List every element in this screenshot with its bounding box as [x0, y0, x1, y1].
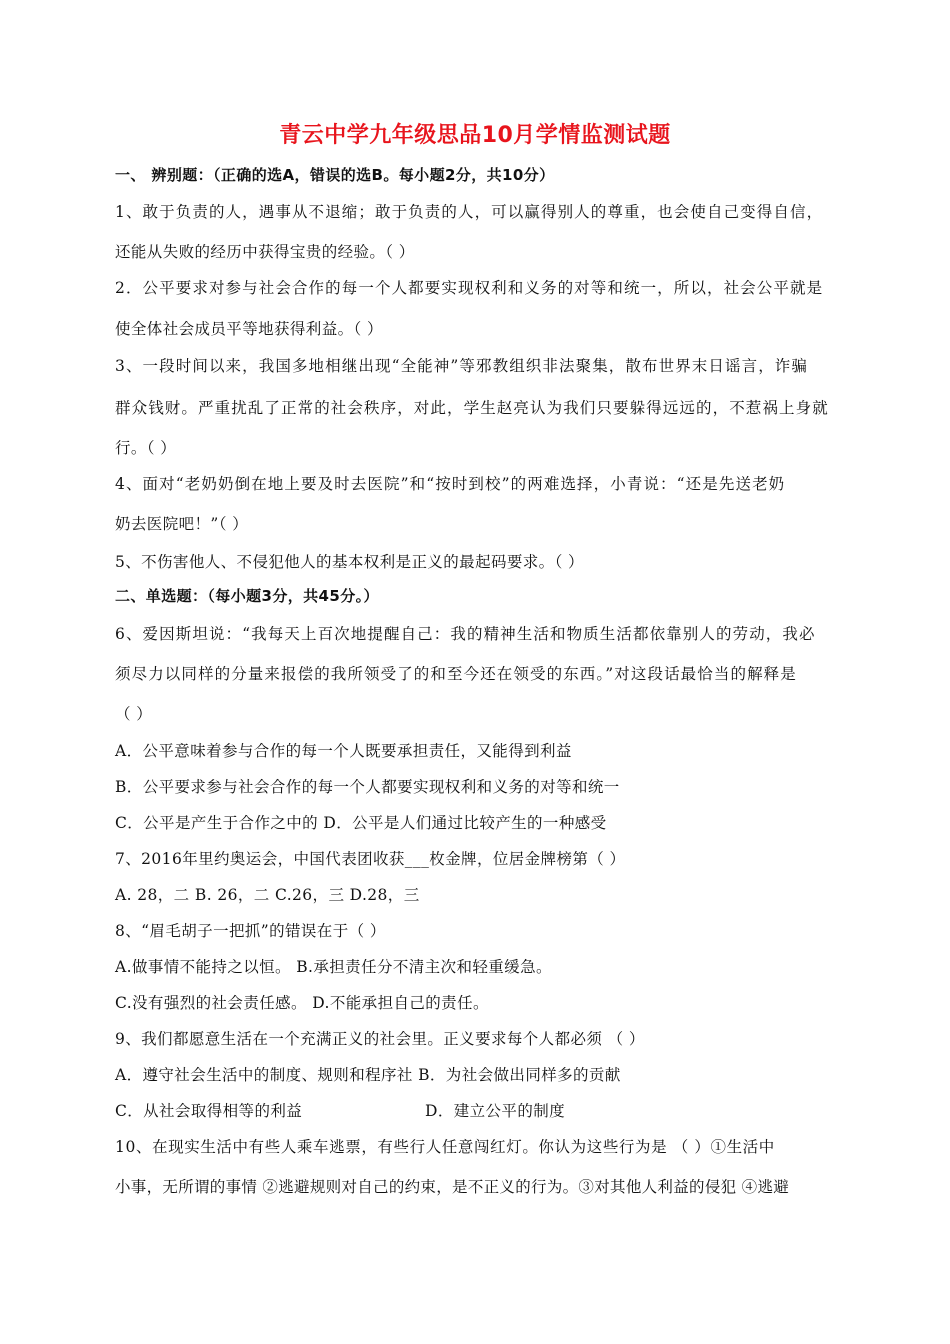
q8-option-ab: A.做事情不能持之以恒。 B.承担责任分不清主次和轻重缓急。 — [115, 958, 552, 976]
q1-line1: 1、敢于负责的人，遇事从不退缩；敢于负责的人，可以赢得别人的尊重，也会使自己变得自信， — [115, 203, 824, 221]
q9-option-cd — [115, 1099, 845, 1121]
exam-title: 青云中学九年级思品10月学情监测试题 — [279, 123, 671, 148]
q3-line2: 群众钱财。严重扰乱了正常的社会秩序，对此，学生赵亮认为我们只要躲得远远的，不惹祸上身就 — [115, 399, 829, 417]
q1-line2: 还能从失败的经历中获得宝贵的经验。（ ） — [115, 243, 415, 261]
q8-line1: 8、“眉毛胡子一把抓”的错误在于（ ） — [115, 922, 386, 940]
q8-option-cd: C.没有强烈的社会责任感。 D.不能承担自己的责任。 — [115, 994, 489, 1012]
q2-line2: 使全体社会成员平等地获得利益。（ ） — [115, 320, 383, 338]
q6-option-a: A．公平意味着参与合作的每一个人既要承担责任，又能得到利益 — [115, 742, 572, 760]
q7-options: A. 28，二 B. 26，二 C.26，三 D.28，三 — [115, 886, 420, 904]
q7-line1: 7、2016年里约奥运会，中国代表团收获___枚金牌，位居金牌榜第（ ） — [115, 850, 626, 868]
q4-line2: 奶去医院吧！”（ ） — [115, 515, 249, 533]
q9-line1: 9、我们都愿意生活在一个充满正义的社会里。正义要求每个人都必须 （ ） — [115, 1030, 645, 1048]
q6-option-cd: C．公平是产生于合作之中的 D．公平是人们通过比较产生的一种感受 — [115, 814, 607, 832]
q6-line3: （ ） — [115, 705, 153, 723]
q9-option-d: D．建立公平的制度 — [425, 1102, 566, 1120]
q10-line2: 小事，无所谓的事情 ②逃避规则对自己的约束，是不正义的行为。③对其他人利益的侵犯 ④逃避 — [115, 1178, 790, 1196]
q9-option-c: C．从社会取得相等的利益 — [115, 1102, 303, 1120]
q6-option-b: B．公平要求参与社会合作的每一个人都要实现权利和义务的对等和统一 — [115, 778, 620, 796]
q6-line1: 6、爱因斯坦说：“我每天上百次地提醒自己：我的精神生活和物质生活都依靠别人的劳动，我必 — [115, 625, 816, 643]
q4-line1: 4、面对“老奶奶倒在地上要及时去医院”和“按时到校”的两难选择，小青说：“还是先送老奶 — [115, 475, 786, 493]
q10-line1: 10、在现实生活中有些人乘车逃票，有些行人任意闯红灯。你认为这些行为是 （ ）①生活中 — [115, 1138, 775, 1156]
q5-line1: 5、不伤害他人、不侵犯他人的基本权利是正义的最起码要求。（ ） — [115, 553, 584, 571]
q3-line1: 3、一段时间以来，我国多地相继出现“全能神”等邪教组织非法聚集，散布世界末日谣言，诈骗 — [115, 357, 809, 375]
q2-line1: 2．公平要求对参与社会合作的每一个人都要实现权利和义务的对等和统一，所以，社会公平就是 — [115, 279, 824, 297]
q6-line2: 须尽力以同样的分量来报偿的我所领受了的和至今还在领受的东西。”对这段话最恰当的解释是 — [115, 665, 797, 683]
q9-option-ab: A．遵守社会生活中的制度、规则和程序社 B．为社会做出同样多的贡献 — [115, 1066, 621, 1084]
section1-heading: 一、 辨别题：（正确的选A，错误的选B。每小题2分，共10分） — [115, 166, 555, 184]
q3-line3: 行。（ ） — [115, 439, 177, 457]
section2-heading: 二、单选题：（每小题3分，共45分。） — [115, 587, 379, 605]
